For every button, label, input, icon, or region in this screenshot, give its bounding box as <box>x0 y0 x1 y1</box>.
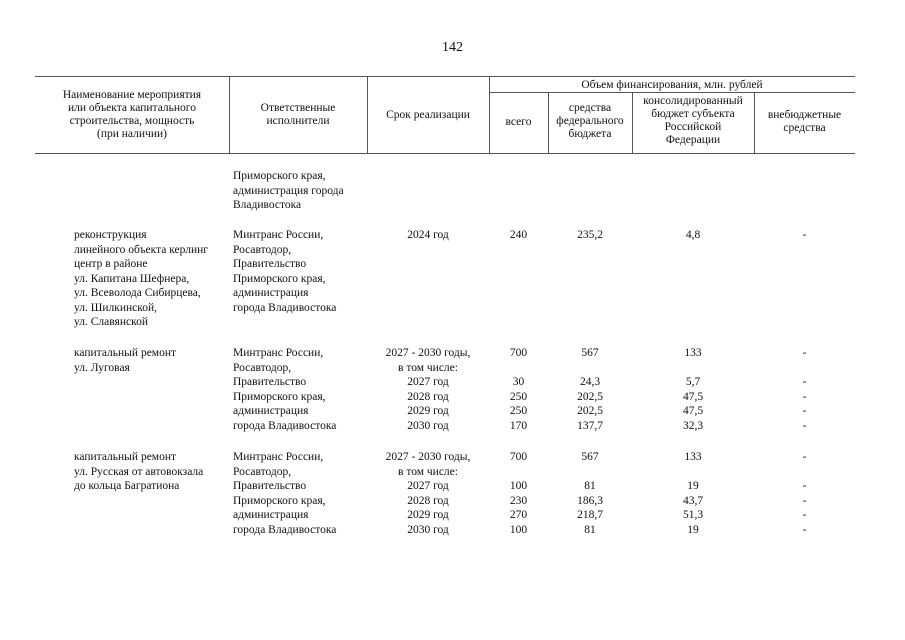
header-total: всего <box>505 116 532 128</box>
table-top-rule <box>35 76 855 77</box>
row-total: 700 100 230 270 100 <box>509 451 528 536</box>
row-executors: Минтранс России, Росавтодор, Правительство Приморского края, администрация города Владивостока <box>233 347 337 432</box>
row-federal: 235,2 <box>577 229 603 241</box>
header-federal: средства федерального бюджета <box>556 102 624 140</box>
header-name: Наименование мероприятия или объекта капитального строительства, мощность (при наличии) <box>62 89 202 140</box>
header-bottom-rule <box>35 153 855 154</box>
financing-group-rule <box>489 92 855 93</box>
row-extra: - - - - - <box>802 451 807 536</box>
row-regional: 4,8 <box>685 229 701 241</box>
header-financing-group: Объем финансирования, млн. рублей <box>581 79 763 91</box>
row-name: капитальный ремонт ул. Луговая <box>74 347 177 374</box>
continuation-executors: Приморского края, администрация города Владивостока <box>233 170 344 211</box>
row-total: 240 <box>509 229 528 241</box>
row-federal: 567 24,3 202,5 202,5 137,7 <box>577 347 603 432</box>
row-extra: - - - - - <box>802 347 807 432</box>
row-executors: Минтранс России, Росавтодор, Правительство Приморского края, администрация города Владивостока <box>233 451 337 536</box>
header-executors: Ответственные исполнители <box>260 102 336 127</box>
row-executors: Минтранс России, Росавтодор, Правительство Приморского края, администрация города Владивостока <box>233 229 337 314</box>
row-name: капитальный ремонт ул. Русская от автовокзала до кольца Багратиона <box>74 451 204 492</box>
page-number: 142 <box>442 40 463 55</box>
row-regional: 133 5,7 47,5 47,5 32,3 <box>682 347 704 432</box>
row-term: 2024 год <box>407 229 449 241</box>
header-extra: внебюджетные средства <box>767 109 842 134</box>
header-regional: консолидированный бюджет субъекта Российской Федерации <box>643 95 743 146</box>
row-regional: 133 19 43,7 51,3 19 <box>682 451 704 536</box>
row-term: 2027 - 2030 годы, в том числе: 2027 год 2028 год 2029 год 2030 год <box>385 347 471 432</box>
row-term: 2027 - 2030 годы, в том числе: 2027 год 2028 год 2029 год 2030 год <box>385 451 471 536</box>
row-federal: 567 81 186,3 218,7 81 <box>577 451 603 536</box>
row-name: реконструкция линейного объекта керлинг центр в районе ул. Капитана Шефнера, ул. Всеволода Сибирцева, ул. Шилкинской, ул. Славянской <box>74 229 208 328</box>
row-extra: - <box>802 229 807 241</box>
row-total: 700 30 250 250 170 <box>509 347 528 432</box>
header-term: Срок реализации <box>386 109 470 121</box>
